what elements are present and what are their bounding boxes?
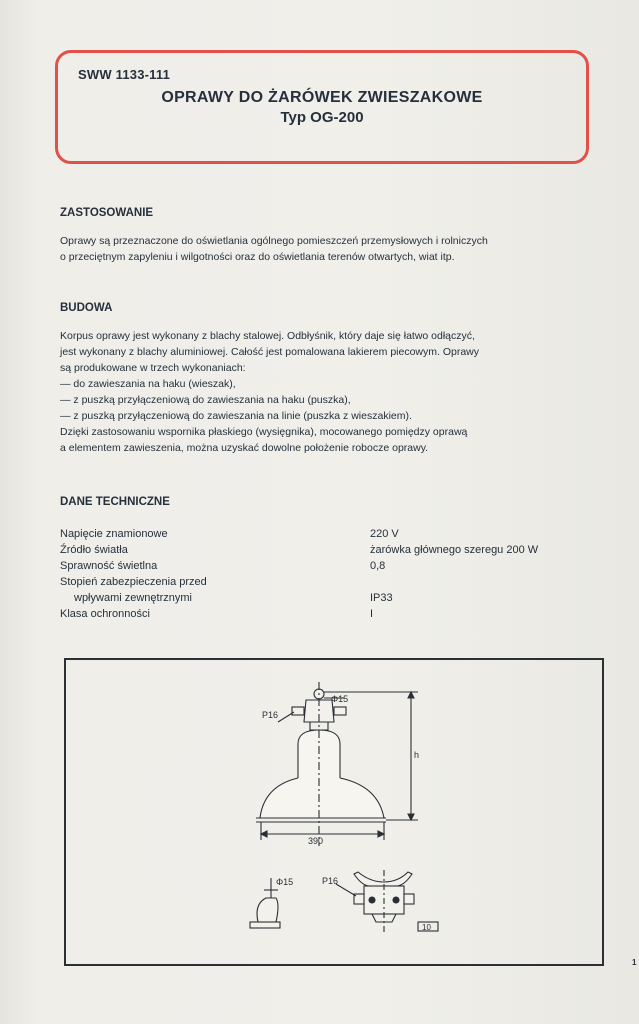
dimension-390: 390 [308,836,324,846]
dimension-p16-small: P16 [322,876,339,886]
list-item: — z puszką przyłączeniową do zawieszania na linie (puszka z wieszakiem). [60,410,412,422]
page-title: OPRAWY DO ŻARÓWEK ZWIESZAKOWE [161,89,483,106]
tech-label: Sprawność świetlna [60,560,158,572]
tech-value: żarówka głównego szeregu 200 W [370,544,539,556]
tech-value: I [370,608,374,620]
dimension-phi15-small: Φ15 [276,877,294,887]
page-subtitle: Typ OG-200 [280,109,364,126]
dimension-p16: P16 [262,710,279,720]
paragraph-line: Dzięki zastosowaniu wspornika płaskiego (wysięgnika), mocowanego pomiędzy oprawą [60,426,468,438]
paragraph-line: są produkowane w trzech wykonaniach: [60,362,246,374]
tech-label: Stopień zabezpieczenia przed [60,576,207,588]
paragraph-line: Korpus oprawy jest wykonany z blachy stalowej. Odbłyśnik, który daje się łatwo odłączyć, [60,330,475,342]
section-heading-tech: DANE TECHNICZNE [60,496,170,508]
technical-drawing [64,658,604,966]
section-heading-budowa: BUDOWA [60,302,113,314]
section-text-budowa [60,328,598,456]
page-marker: 1 [632,958,637,967]
list-item: — z puszką przyłączeniową do zawieszania na haku (puszka), [60,394,351,406]
paragraph-line: Oprawy są przeznaczone do oświetlania ogólnego pomieszczeń przemysłowych i rolniczych [60,235,488,247]
tech-label: Źródło światła [60,544,128,556]
lamp-housing [256,730,386,822]
tech-value: IP33 [370,592,393,604]
dimension-phi15: Φ15 [331,694,349,704]
paragraph-line: o przeciętnym zapyleniu i wilgotności oraz do oświetlania terenów otwartych, wiat itp. [60,251,455,263]
tech-label: Klasa ochronności [60,608,150,620]
dimension-h: h [414,750,420,760]
paragraph-line: a elementem zawieszenia, można uzyskać dowolne położenie robocze oprawy. [60,442,429,454]
tech-value: 220 V [370,528,399,540]
figure-number: 10 [422,923,431,932]
paragraph-line: jest wykonany z blachy aluminiowej. Całość jest pomalowana lakierem piecowym. Oprawy [60,346,480,358]
section-heading-zastosowanie: ZASTOSOWANIE [60,207,154,219]
list-item: — do zawieszania na haku (wieszak), [60,378,236,390]
tech-value: 0,8 [370,560,386,572]
tech-label: wpływami zewnętrznymi [74,592,192,604]
tech-label: Napięcie znamionowe [60,528,168,540]
header-box [55,50,589,164]
lamp-drawing [66,660,602,964]
standard-code: SWW 1133-111 [78,67,171,82]
section-text-zastosowanie [60,233,598,265]
